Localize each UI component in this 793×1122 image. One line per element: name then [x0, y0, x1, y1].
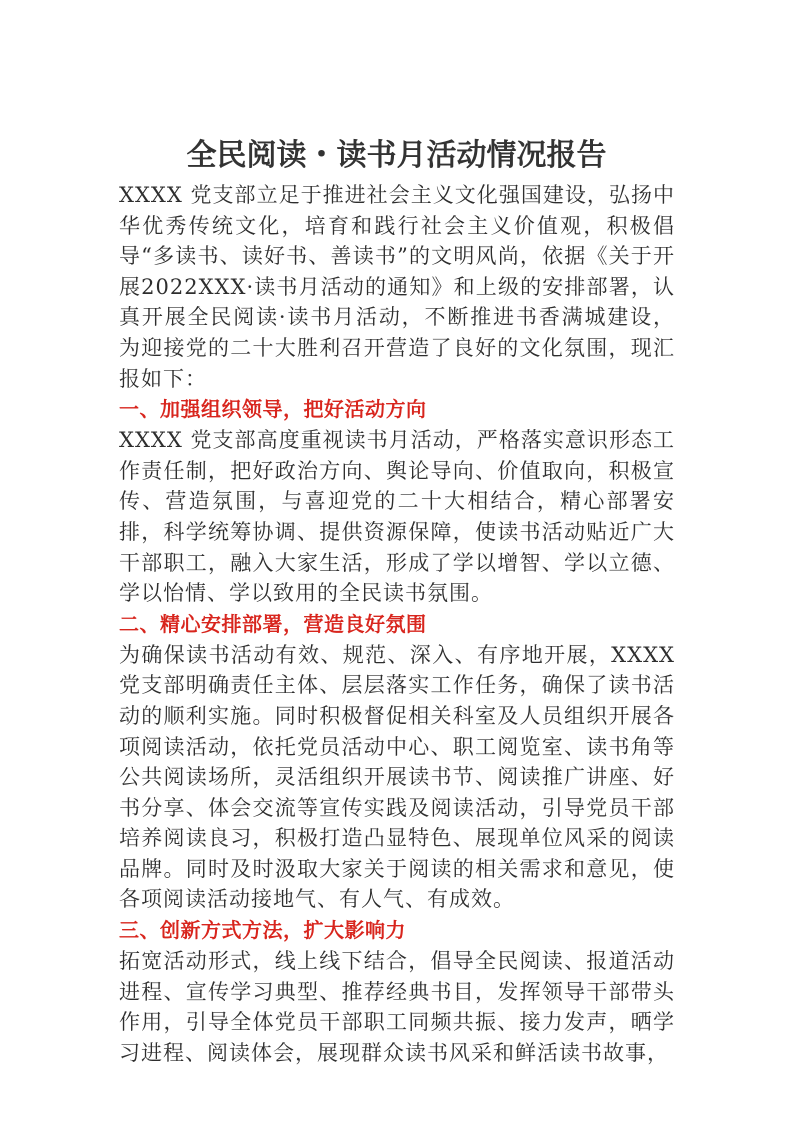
section-3-paragraph: 拓宽活动形式，线上线下结合，倡导全民阅读、报道活动进程、宣传学习典型、推荐经典书目，发挥领导干部带头作用，引导全体党员干部职工同频共振、接力发声，晒学习进程、阅读体会，展现群众读书风采和鲜活读书故事， — [119, 949, 675, 1065]
section-2-heading: 二、精心安排部署，营造良好氛围 — [119, 611, 427, 636]
section-1-heading: 一、加强组织领导，把好活动方向 — [119, 397, 427, 422]
document-body — [119, 180, 675, 1068]
section-2-paragraph: 为确保读书活动有效、规范、深入、有序地开展，XXXX 党支部明确责任主体、层层落实工作任务，确保了读书活动的顺利实施。同时积极督促相关科室及人员组织开展各项阅读活动，依托党员活动中心、职工阅览室、读书角等公共阅读场所，灵活组织开展读书节、阅读推广讲座、好书分享、体会交流等宣传实践及阅读活动，引导党员干部培养阅读良习，积极打造凸显特色、展现单位风采的阅读品牌。同时及时汲取大家关于阅读的相关需求和意见，使各项阅读活动接地气、有人气、有成效。 — [119, 642, 675, 912]
section-3-heading: 三、创新方式方法，扩大影响力 — [119, 918, 406, 943]
document-title: 全民阅读・读书月活动情况报告 — [186, 138, 607, 174]
intro-paragraph: XXXX 党支部立足于推进社会主义文化强国建设，弘扬中华优秀传统文化，培育和践行社会主义价值观，积极倡导“多读书、读好书、善读书”的文明风尚，依据《关于开展2022XXX·读书月活动的通知》和上级的安排部署，认真开展全民阅读·读书月活动，不断推进书香满城建设，为迎接党的二十大胜利召开营造了良好的文化氛围，现汇报如下： — [119, 183, 675, 391]
section-1-paragraph: XXXX 党支部高度重视读书月活动，严格落实意识形态工作责任制，把好政治方向、舆论导向、价值取向，积极宣传、营造氛围，与喜迎党的二十大相结合，精心部署安排，科学统筹协调、提供资源保障，使读书活动贴近广大干部职工，融入大家生活，形成了学以增智、学以立德、学以怡情、学以致用的全民读书氛围。 — [119, 428, 675, 606]
